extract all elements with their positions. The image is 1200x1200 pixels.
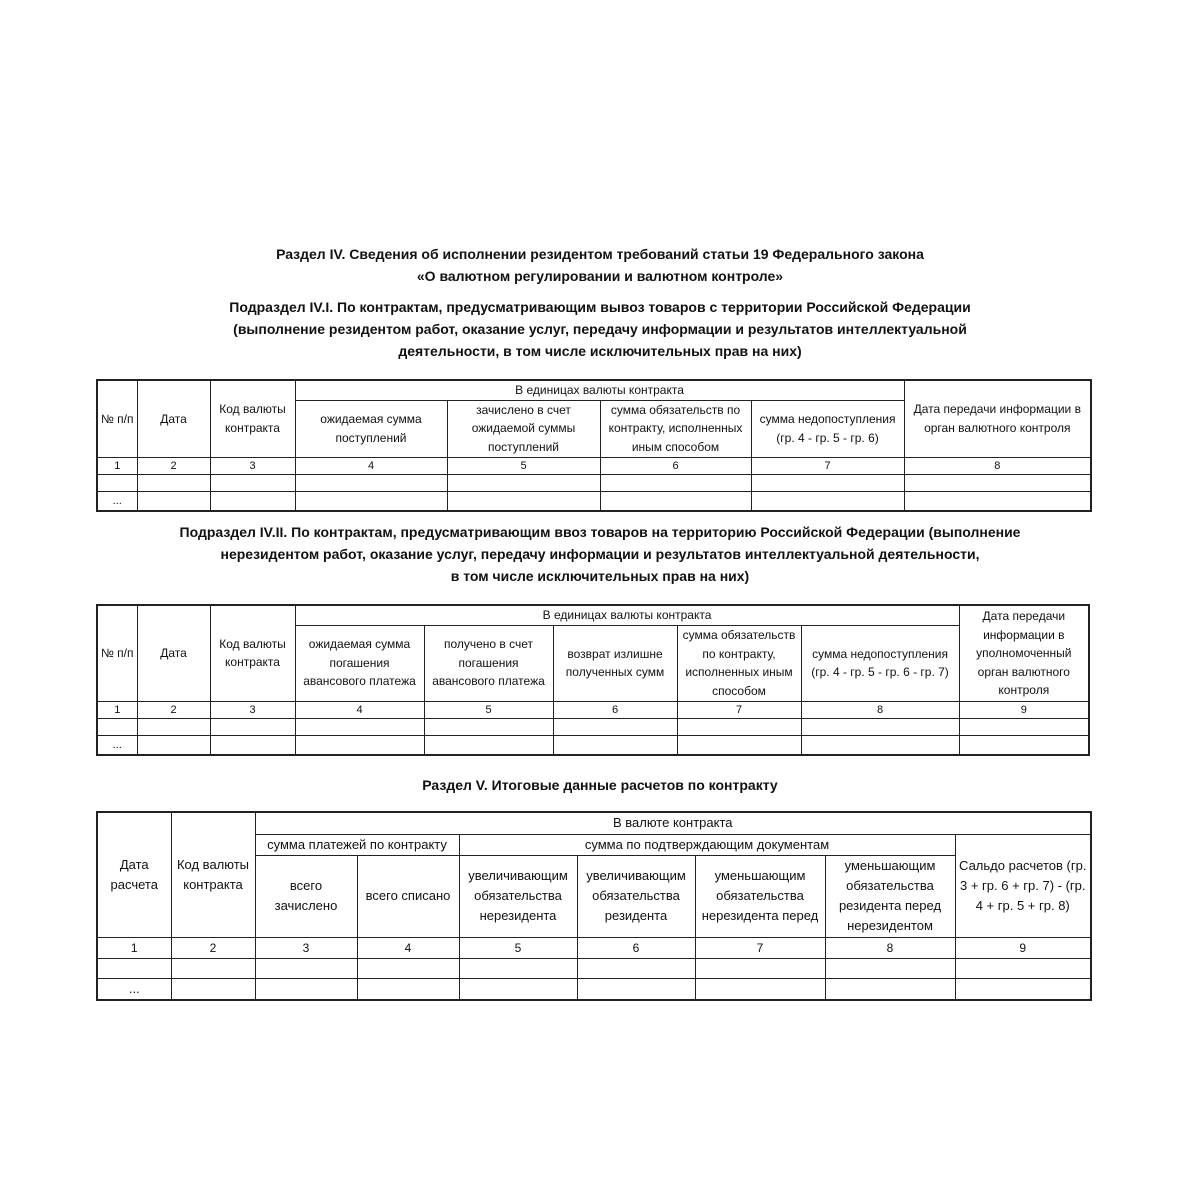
header-date: Дата — [137, 605, 210, 701]
header-refund: возврат излишне полученных сумм — [553, 625, 677, 701]
empty-cell — [577, 978, 695, 1000]
column-number: 5 — [424, 701, 553, 718]
empty-cell — [959, 735, 1089, 755]
subsection-4-2-title-line1: Подраздел IV.II. По контрактам, предусматривающим ввоз товаров на территорию Российской Федерации (выполнение — [179, 524, 1021, 540]
empty-cell — [600, 491, 751, 511]
section-4-title-line2: «О валютном регулировании и валютном контроле» — [416, 268, 784, 284]
empty-cell — [553, 718, 677, 735]
empty-cell — [695, 978, 825, 1000]
column-number: 2 — [137, 701, 210, 718]
header-transfer-date: Дата передачи информации в уполномоченный орган валютного контроля — [959, 605, 1089, 701]
empty-cell — [255, 958, 357, 978]
subsection-4-1-title-line2: (выполнение резидентом работ, оказание услуг, передачу информации и результатов интеллектуальной — [233, 321, 967, 337]
column-number: 4 — [295, 457, 447, 474]
table-row — [97, 978, 1091, 1000]
header-expected-amount: ожидаемая сумма поступлений — [295, 400, 447, 457]
empty-cell — [295, 718, 424, 735]
empty-cell — [459, 958, 577, 978]
subsection-4-2-title-line3: в том числе исключительных прав на них) — [450, 568, 750, 584]
column-number: 9 — [959, 701, 1089, 718]
empty-cell — [751, 491, 904, 511]
table-row — [97, 718, 1089, 735]
empty-cell — [171, 958, 255, 978]
header-currency-code: Код валюты контракта — [171, 812, 255, 937]
column-numbers-row — [97, 937, 1091, 958]
empty-cell — [357, 978, 459, 1000]
empty-cell — [424, 718, 553, 735]
header-date: Дата — [137, 380, 210, 457]
column-numbers-row — [97, 701, 1089, 718]
empty-cell — [677, 718, 801, 735]
column-number: 5 — [459, 937, 577, 958]
empty-cell — [137, 718, 210, 735]
column-number: 8 — [825, 937, 955, 958]
empty-cell — [97, 958, 171, 978]
subsection-4-1-title-line3: деятельности, в том числе исключительных прав на них) — [398, 343, 802, 359]
header-subgroup-documents: сумма по подтверждающим документам — [459, 834, 955, 855]
empty-cell — [137, 474, 210, 491]
empty-cell — [577, 958, 695, 978]
empty-cell — [295, 474, 447, 491]
empty-cell — [955, 978, 1091, 1000]
empty-cell — [210, 491, 295, 511]
section-5-title: Раздел V. Итоговые данные расчетов по контракту — [422, 777, 778, 793]
column-number: 2 — [171, 937, 255, 958]
empty-cell — [801, 735, 959, 755]
empty-cell — [171, 978, 255, 1000]
empty-cell — [137, 735, 210, 755]
header-obligations-other: сумма обязательств по контракту, исполненных иным способом — [677, 625, 801, 701]
section-5-heading — [0, 774, 1200, 796]
header-currency-code: Код валюты контракта — [210, 380, 295, 457]
subsection-4-1-title-line1: Подраздел IV.I. По контрактам, предусматривающим вывоз товаров с территории Российской Федерации — [229, 299, 971, 315]
empty-cell — [801, 718, 959, 735]
empty-cell — [255, 978, 357, 1000]
column-number: 7 — [677, 701, 801, 718]
header-decrease-resident: уменьшающим обязательства резидента перед нерезидентом — [825, 855, 955, 937]
column-number: 5 — [447, 457, 600, 474]
column-number: 8 — [904, 457, 1091, 474]
table-subsection-4-2 — [96, 604, 1090, 756]
header-obligations-other: сумма обязательств по контракту, исполненных иным способом — [600, 400, 751, 457]
empty-cell — [295, 491, 447, 511]
empty-cell — [600, 474, 751, 491]
header-no: № п/п — [97, 605, 137, 701]
empty-cell — [210, 718, 295, 735]
header-currency-code: Код валюты контракта — [210, 605, 295, 701]
table-subsection-4-1 — [96, 379, 1092, 512]
table-row — [97, 958, 1091, 978]
header-credited-amount: зачислено в счет ожидаемой суммы поступлений — [447, 400, 600, 457]
header-received-advance: получено в счет погашения авансового платежа — [424, 625, 553, 701]
empty-cell — [955, 958, 1091, 978]
column-number: 7 — [695, 937, 825, 958]
column-number: 1 — [97, 457, 137, 474]
ellipsis-cell: ... — [97, 491, 137, 511]
header-settlement-date: Дата расчета — [97, 812, 171, 937]
column-number: 6 — [553, 701, 677, 718]
column-number: 6 — [577, 937, 695, 958]
table-section-5 — [96, 811, 1092, 1001]
empty-cell — [137, 491, 210, 511]
empty-cell — [695, 958, 825, 978]
empty-cell — [904, 491, 1091, 511]
header-subgroup-payments: сумма платежей по контракту — [255, 834, 459, 855]
empty-cell — [357, 958, 459, 978]
column-number: 3 — [210, 457, 295, 474]
header-group-contract-currency: В валюте контракта — [255, 812, 1091, 834]
header-increase-nonresident: увеличивающим обязательства нерезидента — [459, 855, 577, 937]
header-expected-advance: ожидаемая сумма погашения авансового платежа — [295, 625, 424, 701]
header-increase-resident: увеличивающим обязательства резидента — [577, 855, 695, 937]
section-4-title-line1: Раздел IV. Сведения об исполнении резидентом требований статьи 19 Федерального закона — [276, 246, 924, 262]
table-row — [97, 735, 1089, 755]
header-no: № п/п — [97, 380, 137, 457]
header-balance: Сальдо расчетов (гр. 3 + гр. 6 + гр. 7) - (гр. 4 + гр. 5 + гр. 8) — [955, 834, 1091, 937]
header-group-contract-currency: В единицах валюты контракта — [295, 380, 904, 400]
empty-cell — [295, 735, 424, 755]
empty-cell — [825, 958, 955, 978]
column-numbers-row — [97, 457, 1091, 474]
ellipsis-cell: ... — [97, 735, 137, 755]
empty-cell — [751, 474, 904, 491]
header-group-contract-currency: В единицах валюты контракта — [295, 605, 959, 625]
header-shortfall: сумма недопоступления (гр. 4 - гр. 5 - гр. 6) — [751, 400, 904, 457]
column-number: 9 — [955, 937, 1091, 958]
empty-cell — [825, 978, 955, 1000]
header-decrease-nonresident: уменьшающим обязательства нерезидента перед — [695, 855, 825, 937]
empty-cell — [904, 474, 1091, 491]
column-number: 8 — [801, 701, 959, 718]
column-number: 1 — [97, 701, 137, 718]
empty-cell — [447, 491, 600, 511]
column-number: 2 — [137, 457, 210, 474]
column-number: 3 — [210, 701, 295, 718]
empty-cell — [959, 718, 1089, 735]
section-4-heading — [0, 243, 1200, 287]
empty-cell — [97, 718, 137, 735]
column-number: 6 — [600, 457, 751, 474]
column-number: 7 — [751, 457, 904, 474]
column-number: 4 — [295, 701, 424, 718]
column-number: 4 — [357, 937, 459, 958]
subsection-4-1-heading — [0, 296, 1200, 362]
column-number: 3 — [255, 937, 357, 958]
table-row — [97, 491, 1091, 511]
header-shortfall: сумма недопоступления (гр. 4 - гр. 5 - гр. 6 - гр. 7) — [801, 625, 959, 701]
empty-cell — [424, 735, 553, 755]
table-row — [97, 474, 1091, 491]
empty-cell — [677, 735, 801, 755]
empty-cell — [447, 474, 600, 491]
header-credited-total: всего зачислено — [255, 855, 357, 937]
header-transfer-date: Дата передачи информации в орган валютного контроля — [904, 380, 1091, 457]
empty-cell — [210, 735, 295, 755]
subsection-4-2-heading — [0, 521, 1200, 587]
empty-cell — [459, 978, 577, 1000]
empty-cell — [553, 735, 677, 755]
ellipsis-cell: ... — [97, 978, 171, 1000]
column-number: 1 — [97, 937, 171, 958]
header-debited-total: всего списано — [357, 855, 459, 937]
empty-cell — [210, 474, 295, 491]
subsection-4-2-title-line2: нерезидентом работ, оказание услуг, передачу информации и результатов интеллектуальной деятельности, — [220, 546, 980, 562]
empty-cell — [97, 474, 137, 491]
